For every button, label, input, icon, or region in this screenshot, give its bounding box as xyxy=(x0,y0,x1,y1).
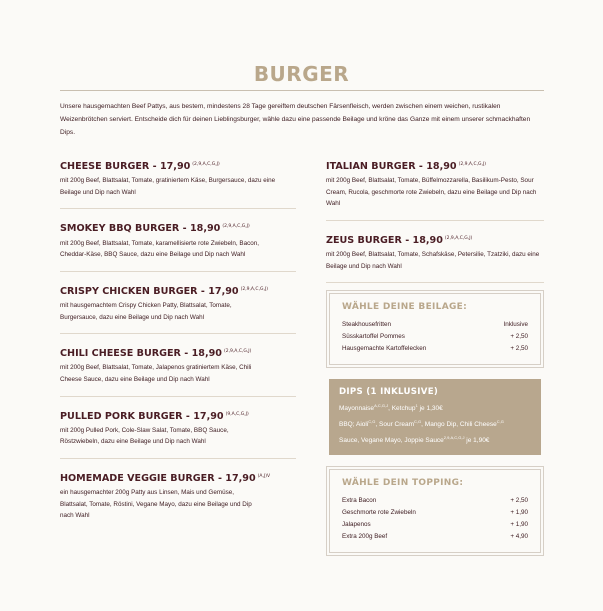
item-description: mit 200g Beef, Blattsalat, Tomate, gratiniertem Käse, Burgersauce, dazu eine Beilage und Dip nach Wahl xyxy=(60,177,276,196)
side-dish-title: WÄHLE DEINE BEILAGE: xyxy=(342,302,468,313)
menu-item xyxy=(60,345,296,396)
dips-title: DIPS (1 INKLUSIVE) xyxy=(339,387,439,398)
dips-line: Sauce, Vegane Mayo, Joppie Sauce$^{2,9,A,C,G,J}$ je 1,90€ xyxy=(339,434,490,444)
item-description: mit 200g Pulled Pork, Cole-Slaw Salat, Tomate, BBQ Sauce, Röstzwiebeln, dazu eine Beilage und Dip nach Wahl xyxy=(60,426,229,446)
item-title: CHEESE BURGER - 17,90 $^{(2,9,A,C,G,J)}$ xyxy=(60,161,220,173)
item-title: CHILI CHEESE BURGER - 18,90 $^{(2,9,A,C,G,J)}$ xyxy=(60,348,252,360)
menu-item xyxy=(326,158,544,221)
item-title: PULLED PORK BURGER - 17,90 $^{(9,A,C,G,J)}$ xyxy=(60,410,249,422)
menu-item xyxy=(60,283,296,334)
side-dish-row: Hausgemachte Kartoffelecken + 2,50 xyxy=(342,345,528,353)
item-title: ITALIAN BURGER - 18,90 $^{(2,9,A,C,G,J)}$ xyxy=(326,161,487,173)
side-dish-row: Süsskartoffel Pommes + 2,50 xyxy=(342,333,528,341)
intro-text: Unsere hausgemachten Beef Pattys, aus bestem, mindestens 28 Tage gereiftem deutschen Färsenfleisch, werden zwischen einem weichen, rustikalen Weizenbrötchen serviert. Entscheide dich für deinen Lieblingsburger, wähle dazu eine passende Beilage und kröne das Ganze mit einem unserer schmackhaften Dips. xyxy=(60,103,531,137)
menu-item xyxy=(326,232,544,283)
item-description: mit hausgemachtem Crispy Chicken Patty, Blattsalat, Tomate, Burgersauce, dazu eine Beilage und Dip nach Wahl xyxy=(60,301,232,321)
dips-line: BBQ; Aioli$^{C,G}$, Sour Cream$^{C,G}$, Mango Dip, Chili Cheese$^{C,G}$ xyxy=(339,419,504,429)
left-column xyxy=(60,158,296,543)
menu-item xyxy=(60,408,296,459)
item-title: HOMEMADE VEGGIE BURGER - 17,90 $^{(A,J)V}$ xyxy=(60,473,271,485)
topping-box xyxy=(329,469,541,553)
side-dish-row: Steakhousefritten Inklusive xyxy=(342,321,528,329)
item-description: mit 200g Beef, Blattsalat, Tomate, Schafskäse, Petersilie, Tzatziki, dazu eine Beilage und Dip nach Wahl xyxy=(326,251,540,270)
topping-row: Geschmorte rote Zwiebeln + 1,90 xyxy=(342,509,528,517)
item-title: SMOKEY BBQ BURGER - 18,90 $^{(2,9,A,C,G,J)}$ xyxy=(60,223,250,235)
topping-row: Extra Bacon + 2,50 xyxy=(342,497,528,505)
topping-row: Jalapenos + 1,90 xyxy=(342,521,528,529)
topping-title: WÄHLE DEIN TOPPING: xyxy=(342,478,464,489)
dips-box xyxy=(329,379,541,455)
item-description: mit 200g Beef, Blattsalat, Tomate, Jalapenos gratiniertem Käse, Chili Cheese Sauce, dazu eine Beilage und Dip nach Wahl xyxy=(60,364,252,383)
menu-item xyxy=(60,220,296,271)
topping-row: Extra 200g Beef + 4,90 xyxy=(342,533,528,541)
item-title: ZEUS BURGER - 18,90 $^{(2,9,A,C,G,J)}$ xyxy=(326,235,473,247)
menu-item xyxy=(60,158,296,209)
page-title: BURGER xyxy=(253,62,350,86)
item-description: ein hausgemachter 200g Patty aus Linsen, Mais und Gemüse, Blattsalat, Tomate, Röstini, Vegane Mayo, dazu eine Beilage und Dip nach Wahl xyxy=(60,489,252,520)
menu-item xyxy=(60,470,296,532)
right-column xyxy=(326,158,544,553)
item-title: CRISPY CHICKEN BURGER - 17,90 $^{(2,9,A,C,G,J)}$ xyxy=(60,285,269,297)
title-divider xyxy=(60,90,544,91)
dips-line: Mayonnaise$^{A,C,G,J}$, Ketchup$^1$ je 1,30€ xyxy=(339,403,443,413)
side-dish-box xyxy=(329,293,541,365)
item-description: mit 200g Beef, Blattsalat, Tomate, Büffelmozzarella, Basilikum-Pesto, Sour Cream, Rucola, geschmorte rote Zwiebeln, dazu eine Beilage und Dip nach Wahl xyxy=(326,177,537,208)
item-description: mit 200g Beef, Blattsalat, Tomate, karamellisierte rote Zwiebeln, Bacon, Cheddar-Käse, BBQ Sauce, dazu eine Beilage und Dip nach Wahl xyxy=(60,239,260,259)
